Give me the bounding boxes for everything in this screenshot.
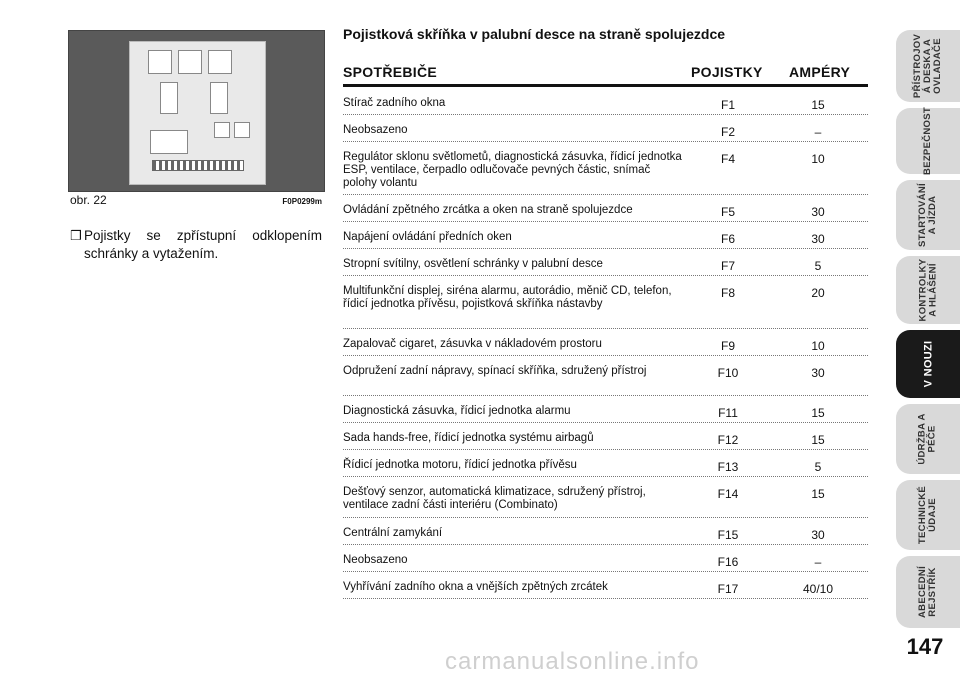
consumer-cell: Centrální zamykání (343, 527, 443, 539)
checkbox-bullet-icon: ❒ (70, 228, 82, 243)
fuse-cell: F2 (720, 125, 735, 139)
amps-cell: 30 (811, 205, 825, 219)
table-row (343, 356, 868, 396)
consumer-cell: Řídicí jednotka motoru, řídicí jednotka přívěsu (343, 459, 577, 471)
fuse-cell: F7 (720, 259, 735, 273)
consumer-cell: Vyhřívání zadního okna a vnějších zpětných zrcátek (343, 581, 608, 593)
amps-cell: 30 (811, 366, 825, 380)
table-row (343, 276, 868, 329)
amps-cell: 15 (811, 406, 825, 420)
fuse-cell: F16 (717, 555, 739, 569)
consumer-cell: Stírač zadního okna (343, 97, 446, 109)
figure-code: F0P0299m (282, 197, 322, 206)
consumer-cell: Neobsazeno (343, 554, 408, 566)
table-row (343, 195, 868, 222)
chapter-tab[interactable] (896, 108, 960, 174)
header-rule (343, 84, 868, 87)
table-row (343, 518, 868, 545)
amps-cell: 20 (811, 286, 825, 300)
access-note-text: Pojistky se zpřístupní odklopením schránky a vytažením. (84, 228, 322, 261)
amps-cell: 10 (811, 152, 825, 166)
chapter-tab-label: ÚDRŽBA A PÉČE (917, 413, 938, 465)
table-row (343, 572, 868, 599)
consumer-cell: Neobsazeno (343, 124, 408, 136)
chapter-tab-label: STARTOVÁNÍ A JÍZDA (917, 183, 938, 247)
chapter-tab[interactable] (896, 180, 960, 250)
table-row (343, 450, 868, 477)
amps-cell: – (814, 125, 822, 139)
fuse-cell: F1 (720, 98, 735, 112)
amps-cell: 15 (811, 433, 825, 447)
figure-number: obr. 22 (70, 193, 107, 207)
consumer-cell: Napájení ovládání předních oken (343, 231, 512, 243)
consumer-cell: Diagnostická zásuvka, řídicí jednotka alarmu (343, 405, 571, 417)
amps-cell: 5 (814, 259, 822, 273)
amps-cell: 15 (811, 487, 825, 501)
amps-cell: 30 (811, 528, 825, 542)
table-row (343, 396, 868, 423)
fuse-cell: F12 (717, 433, 739, 447)
chapter-tab[interactable] (896, 330, 960, 398)
amps-cell: – (814, 555, 822, 569)
fuse-cell: F11 (718, 406, 738, 420)
header-consumers: SPOTŘEBIČE (343, 64, 438, 80)
chapter-tab[interactable] (896, 256, 960, 324)
chapter-tab[interactable] (896, 404, 960, 474)
chapter-tab[interactable] (896, 556, 960, 628)
table-row (343, 88, 868, 115)
table-row (343, 142, 868, 195)
table-row (343, 423, 868, 450)
chapter-tab[interactable] (896, 480, 960, 550)
table-row (343, 477, 868, 518)
fuse-cell: F17 (717, 582, 739, 596)
fuse-cell: F14 (717, 487, 739, 501)
chapter-tab-label: KONTROLKY A HLÁŠENÍ (917, 258, 938, 322)
table-row (343, 545, 868, 572)
fuse-cell: F9 (720, 339, 735, 353)
fusebox-illustration (129, 41, 266, 185)
figure-caption (70, 193, 322, 207)
chapter-tab[interactable] (896, 30, 960, 102)
consumer-cell: Odpružení zadní nápravy, spínací skříňka, sdružený přístroj (343, 365, 647, 377)
fuse-cell: F5 (720, 205, 735, 219)
chapter-tab-label: V NOUZI (922, 340, 934, 388)
consumer-cell: Multifunkční displej, siréna alarmu, autorádio, měnič CD, telefon, řídicí jednotka přívěsu, pojistková skříňka nástavby (343, 285, 672, 310)
fuse-cell: F4 (720, 152, 735, 166)
table-row (343, 222, 868, 249)
table-row (343, 115, 868, 142)
section-title: Pojistková skříňka v palubní desce na straně spolujezdce (343, 26, 726, 42)
consumer-cell: Zapalovač cigaret, zásuvka v nákladovém prostoru (343, 338, 602, 350)
amps-cell: 5 (814, 460, 822, 474)
page-number: 147 (906, 634, 944, 659)
fuse-cell: F6 (720, 232, 735, 246)
consumer-cell: Stropní svítilny, osvětlení schránky v palubní desce (343, 258, 603, 270)
fusebox-figure (68, 30, 325, 192)
fuse-cell: F15 (717, 528, 739, 542)
chapter-tab-label: TECHNICKÉ ÚDAJE (917, 485, 938, 545)
amps-cell: 15 (811, 98, 825, 112)
table-row (343, 249, 868, 276)
fuse-cell: F8 (720, 286, 735, 300)
amps-cell: 10 (811, 339, 825, 353)
watermark: carmanualsonline.info (445, 648, 700, 675)
chapter-tab-label: BEZPEČNOST (922, 107, 933, 175)
table-row (343, 329, 868, 356)
header-amps: AMPÉRY (789, 64, 851, 80)
amps-cell: 30 (811, 232, 825, 246)
chapter-tab-label: ABECEDNÍ REJSTŘÍK (916, 565, 938, 619)
header-fuses: POJISTKY (691, 64, 763, 80)
fuse-cell: F13 (717, 460, 739, 474)
access-note (70, 227, 322, 263)
amps-cell: 40/10 (802, 582, 834, 596)
consumer-cell: Dešťový senzor, automatická klimatizace, sdružený přístroj, ventilace zadní části interiéru (Combinato) (343, 486, 646, 511)
consumer-cell: Regulátor sklonu světlometů, diagnostická zásuvka, řídicí jednotka ESP, ventilace, čerpadlo odlučovače pevných částic, snímač polohy volantu (343, 151, 682, 189)
fuse-cell: F10 (717, 366, 739, 380)
chapter-tab-label: PŘÍSTROJOV Á DESKA A OVLADAČE (912, 33, 943, 99)
consumer-cell: Ovládání zpětného zrcátka a oken na straně spolujezdce (343, 204, 633, 216)
consumer-cell: Sada hands-free, řídicí jednotka systému airbagů (343, 432, 594, 444)
